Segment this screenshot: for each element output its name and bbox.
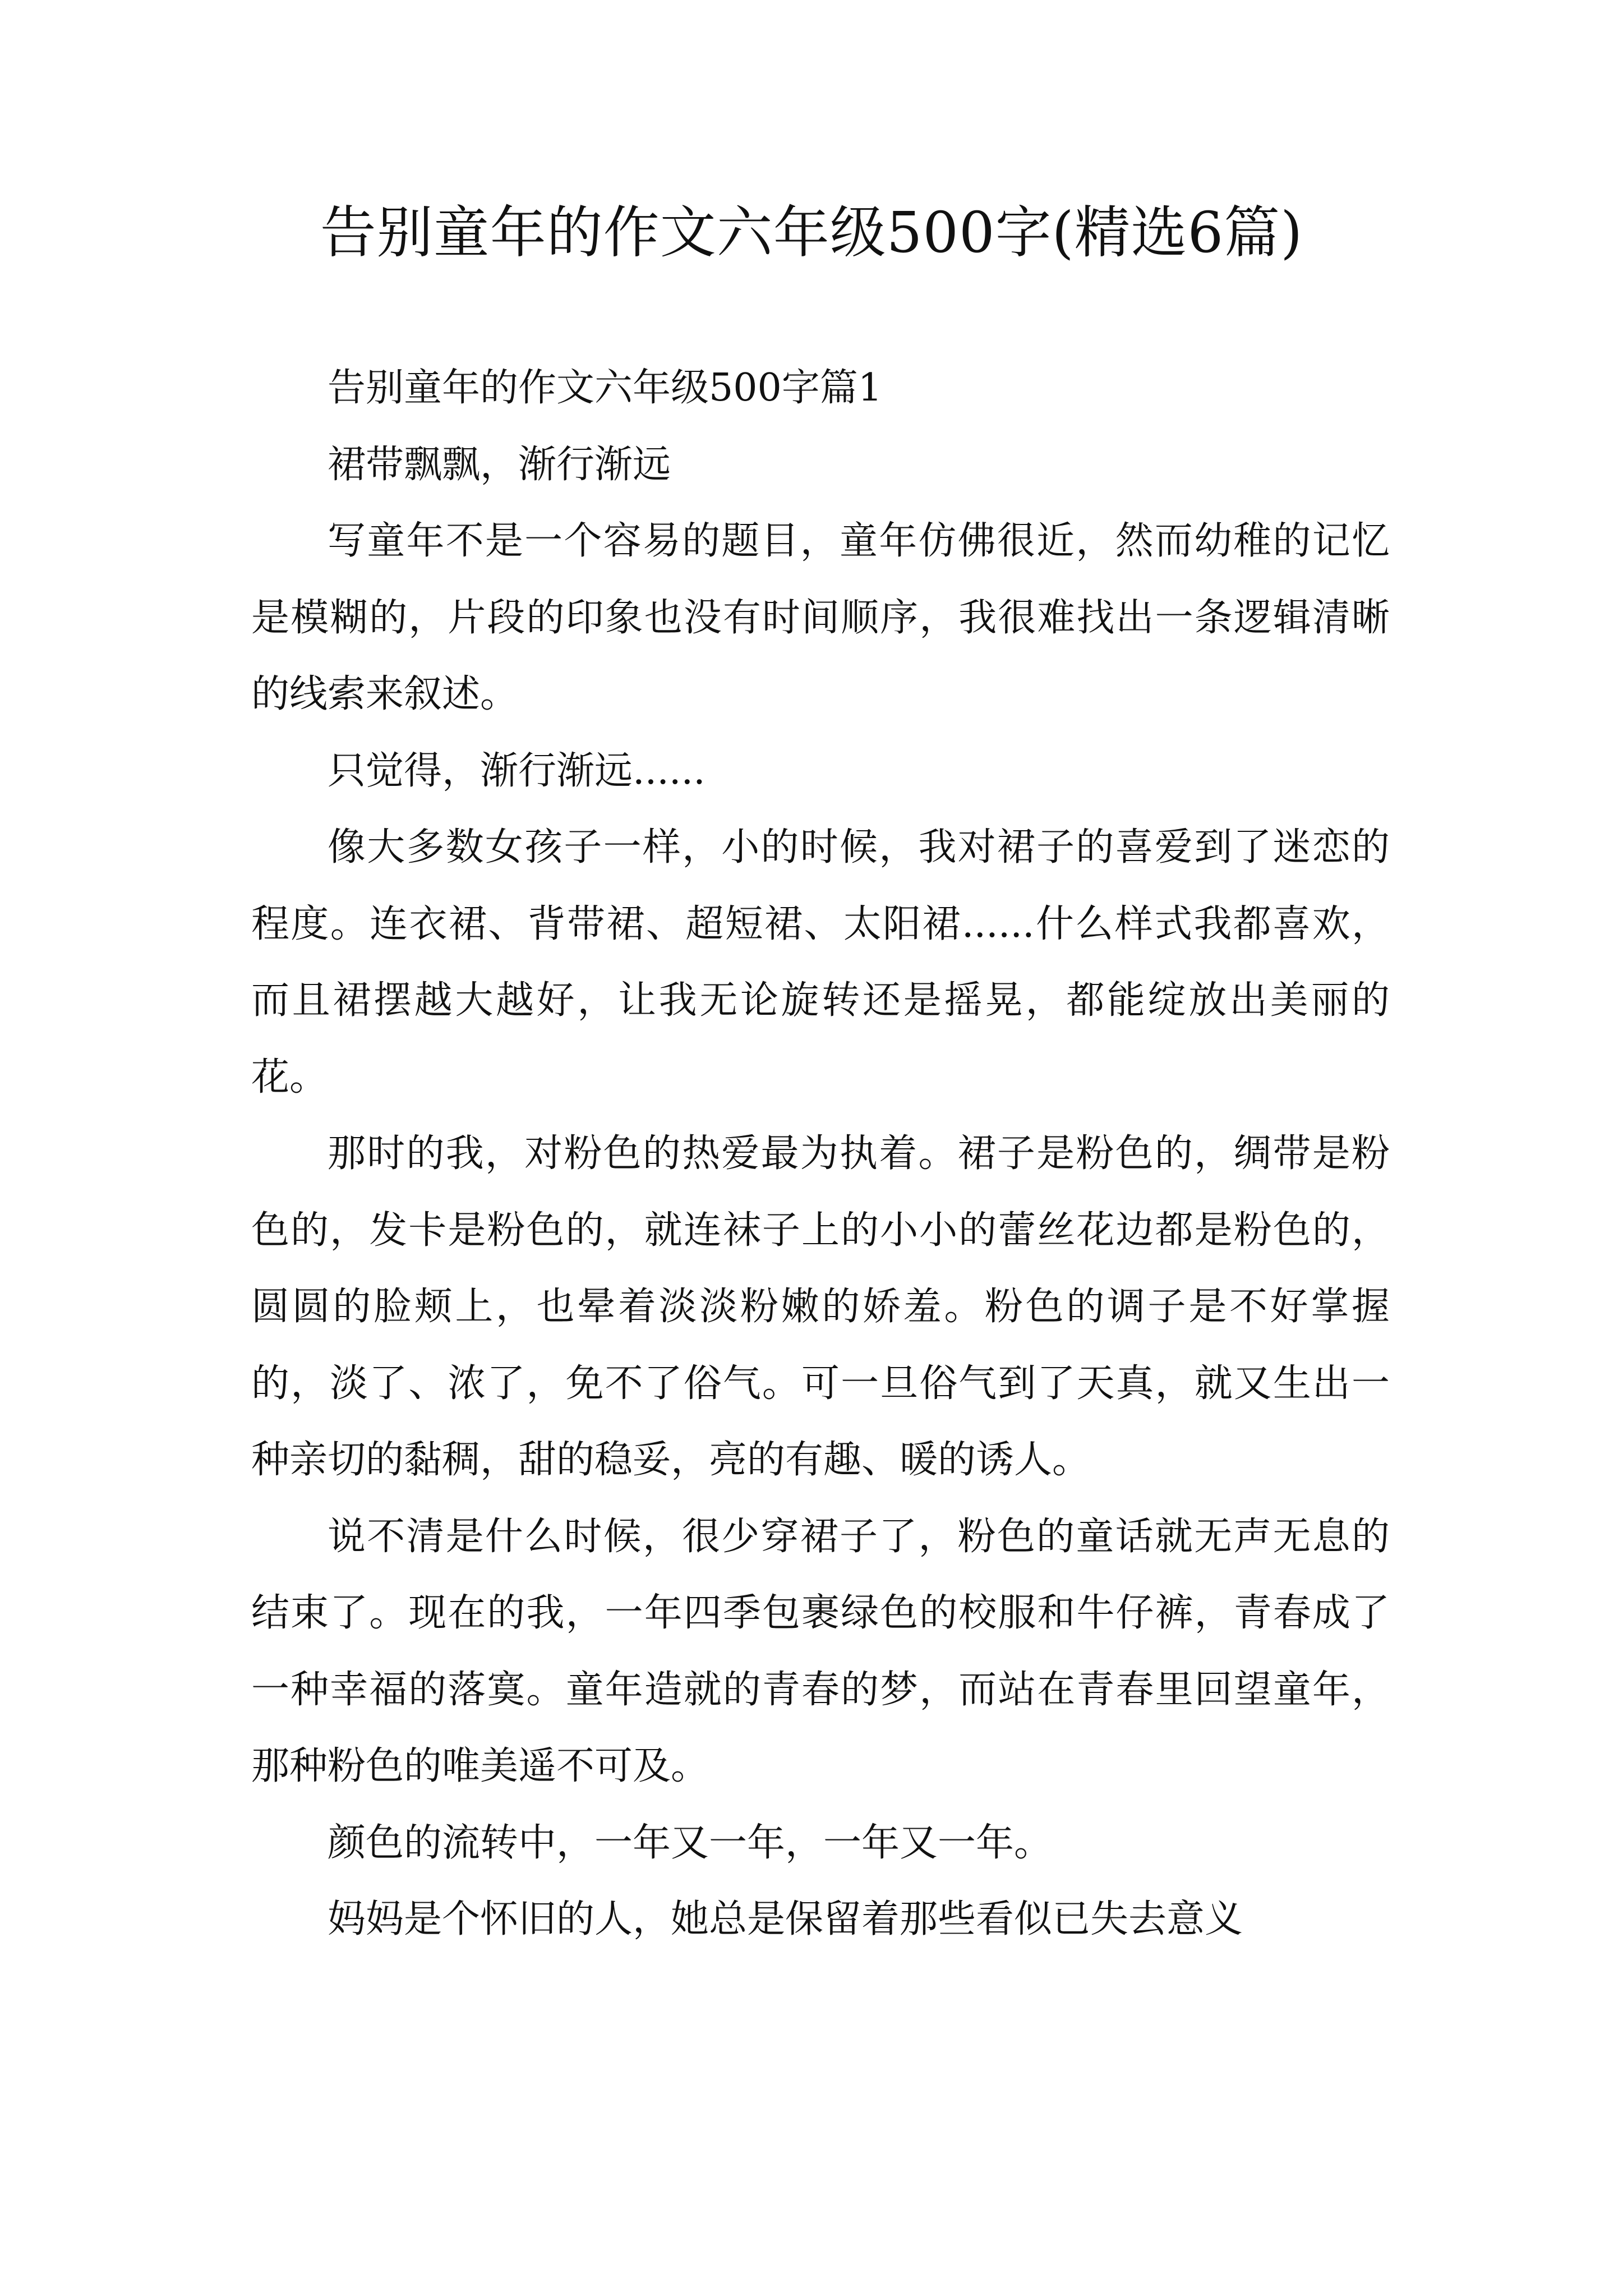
paragraph: 只觉得，渐行渐远...... <box>328 748 706 793</box>
section-heading: 告别童年的作文六年级500字篇1 <box>328 366 883 410</box>
paragraph: 妈妈是个怀旧的人，她总是保留着那些看似已失去意义 <box>328 1897 1243 1941</box>
document-title: 告别童年的作文六年级500字(精选6篇) <box>320 200 1303 265</box>
paragraph: 像大多数女孩子一样，小的时候，我对裙子的喜爱到了迷恋的程度。连衣裙、背带裙、超短裙、太阳裙......什么样式我都喜欢，而且裙摆越大越好，让我无论旋转还是摇晃，都能绽放出美丽的花。 <box>251 825 1390 1099</box>
paragraph: 写童年不是一个容易的题目，童年仿佛很近，然而幼稚的记忆是模糊的，片段的印象也没有时间顺序，我很难找出一条逻辑清晰的线索来叙述。 <box>251 519 1390 716</box>
paragraph: 颜色的流转中，一年又一年，一年又一年。 <box>328 1820 1053 1865</box>
paragraph: 说不清是什么时候，很少穿裙子了，粉色的童话就无声无息的结束了。现在的我，一年四季包裹绿色的校服和牛仔裤，青春成了一种幸福的落寞。童年造就的青春的梦，而站在青春里回望童年，那种粉色的唯美遥不可及。 <box>251 1514 1390 1788</box>
document-body <box>251 350 1390 1958</box>
essay-subtitle: 裙带飘飘，渐行渐远 <box>328 442 671 487</box>
paragraph: 那时的我，对粉色的热爱最为执着。裙子是粉色的，绸带是粉色的，发卡是粉色的，就连袜子上的小小的蕾丝花边都是粉色的，圆圆的脸颊上，也晕着淡淡粉嫩的娇羞。粉色的调子是不好掌握的，淡了、浓了，免不了俗气。可一旦俗气到了天真，就又生出一种亲切的黏稠，甜的稳妥，亮的有趣、暖的诱人。 <box>251 1131 1390 1482</box>
